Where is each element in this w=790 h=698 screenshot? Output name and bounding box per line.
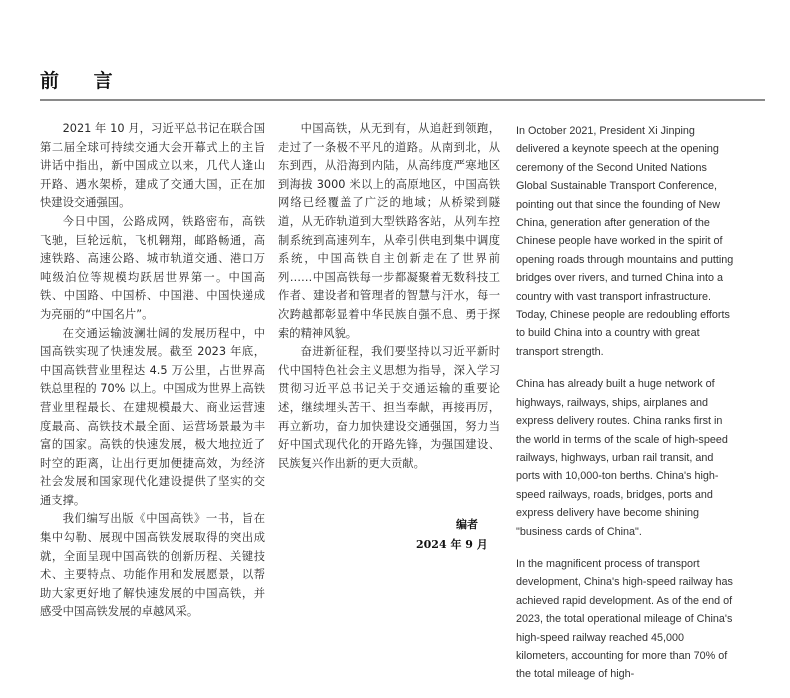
paragraph: 奋进新征程，我们要坚持以习近平新时代中国特色社会主义思想为指导，深入学习贯彻习近平总书记关于交通运输的重要论述，继续埋头苦干、担当奉献，再接再厉，再立新功，奋力加快建设交通强国，努力当好中国式现代化的开路先锋，为强国建设、民族复兴作出新的更大贡献。 xyxy=(278,345,500,470)
paragraph: 今日中国，公路成网，铁路密布，高铁飞驰，巨轮远航，飞机翱翔，邮路畅通，高速铁路、高速公路、城市轨道交通、港口万吨级泊位等规模均跃居世界第一。中国高铁、中国路、中国桥、中国港、中国快递成为亮丽的“中国名片”。 xyxy=(40,214,265,321)
chinese-column-left xyxy=(40,120,265,622)
english-column xyxy=(516,122,738,698)
title-divider xyxy=(40,99,765,101)
paragraph: 在交通运输波澜壮阔的发展历程中，中国高铁实现了快速发展。截至 2023 年底，中国高铁营业里程达 4.5 万公里，占世界高铁总里程的 70% 以上。中国成为世界上高铁营业里程最长、在建规模最大、商业运营速度最高、高铁技术最全面、运营场景最为丰富的国家。高铁的快速发展，极大地拉近了时空的距离，让出行更加便捷高效，为经济社会发展和国家现代化建设提供了坚实的交通支撑。 xyxy=(40,326,265,507)
signature-date: 2024 年 9 月 xyxy=(416,538,488,551)
paragraph: In the magnificent process of transport development, China's high-speed railway has achieved rapid development. As of the end of 2023, the total operational mileage of China's high-speed railway reached 45,000 kilometers, accounting for more than 70% of the total mileage of high- xyxy=(516,557,733,681)
signature-editor: 编者 xyxy=(456,518,478,531)
paragraph: China has already built a huge network of highways, railways, ships, airplanes and express delivery routes. China ranks first in the world in terms of the scale of high-speed railways, highways, urban rail transit, and ports with 10,000-ton berths. China's high-speed railways, roads, bridges, ports and express delivery have become shining "business cards of China". xyxy=(516,378,728,538)
paragraph: 我们编写出版《中国高铁》一书，旨在集中勾勒、展现中国高铁发展取得的突出成就，全面呈现中国高铁的创新历程、关键技术、主要特点、功能作用和发展愿景，以帮助大家更好地了解快速发展的中国高铁，并感受中国高铁发展的卓越风采。 xyxy=(40,512,265,619)
page-title: 前 言 xyxy=(40,70,127,92)
chinese-column-right xyxy=(278,120,500,473)
paragraph: 2021 年 10 月，习近平总书记在联合国第二届全球可持续交通大会开幕式上的主旨讲话中指出，新中国成立以来，几代人逢山开路、遇水架桥，建成了交通大国，正在加快建设交通强国。 xyxy=(40,122,265,210)
paragraph: 中国高铁，从无到有，从追赶到领跑，走过了一条极不平凡的道路。从南到北，从东到西，从沿海到内陆，从高纬度严寒地区到海拔 3000 米以上的高原地区，中国高铁网络已经覆盖了广泛的地域；从桥梁到隧道，从无砟轨道到大型铁路客站，从列车控制系统到高速列车，从牵引供电到集中调度系统，中国高铁自主创新走在了世界前列……中国高铁每一步都凝聚着无数科技工作者、建设者和管理者的智慧与汗水，每一次跨越都彰显着中华民族自强不息、勇于探索的精神风貌。 xyxy=(278,122,500,340)
paragraph: In October 2021, President Xi Jinping delivered a keynote speech at the opening ceremony of the Second United Nations Global Sustainable Transport Conference, pointing out that since the founding of New China, generation after generation of the Chinese people have worked in the spirit of opening roads through mountains and putting bridges over rivers, and turned China into a country with vast transport infrastructure. Today, Chinese people are redoubling efforts to build China into a country with great transport strength. xyxy=(516,125,734,358)
